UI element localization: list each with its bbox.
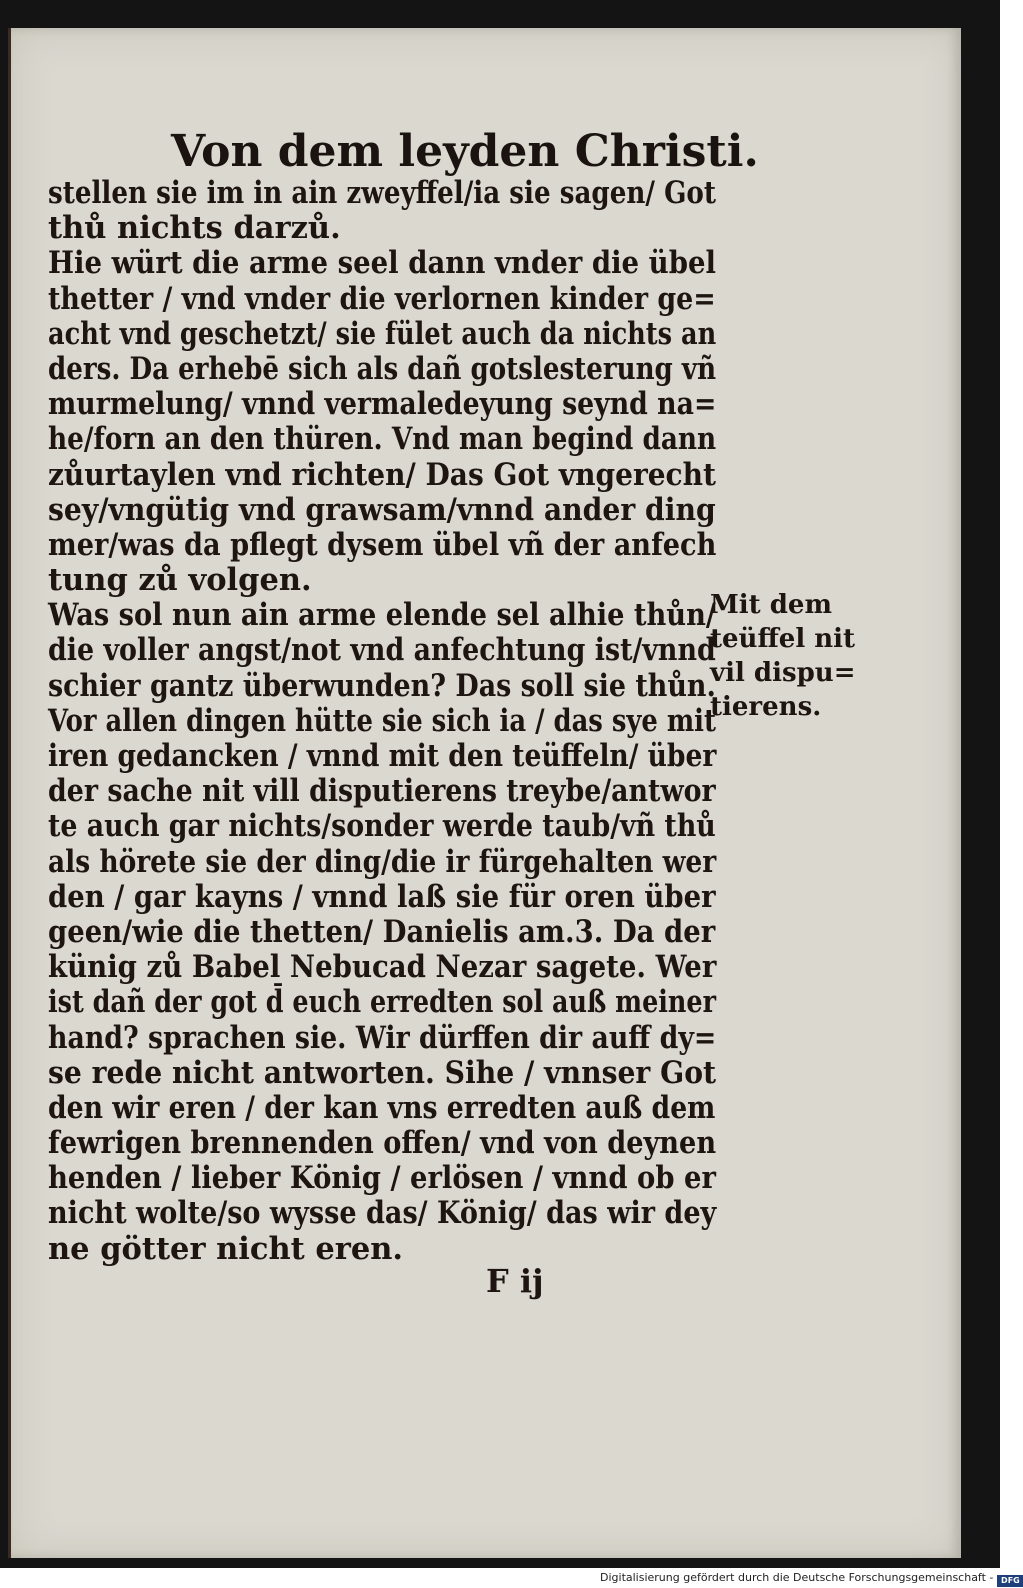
text-line: den wir eren / der kan vns erredten auß dem bbox=[48, 1089, 716, 1126]
text-line: sey/vngütig vnd grawsam/vnnd ander ding bbox=[48, 491, 716, 528]
margin-note bbox=[710, 588, 860, 724]
text-line: ders. Da erhebē sich als dañ gotslesterung vñ bbox=[48, 350, 717, 387]
text-line: tung zů volgen. bbox=[48, 562, 312, 599]
signature-mark: F ij bbox=[486, 1262, 544, 1300]
text-line: geen/wie die thetten/ Danielis am.3. Da der bbox=[48, 913, 716, 950]
text-line: se rede nicht antworten. Sihe / vnnser Got bbox=[48, 1054, 717, 1091]
text-line: als hörete sie der ding/die ir fürgehalten wer bbox=[48, 843, 717, 880]
text-line: künig zů Babel Nebucad Nezar sagete. Wer bbox=[48, 949, 717, 986]
text-line: ne götter nicht eren. bbox=[48, 1230, 404, 1267]
text-line: murmelung/ vnnd vermaledeyung seynd na= bbox=[48, 386, 717, 423]
text-line: ist dañ der got d̄ euch erredten sol auß meiner bbox=[48, 984, 716, 1021]
margin-note-line: vil dispu= bbox=[710, 658, 856, 688]
margin-note-line: tierens. bbox=[710, 692, 822, 722]
text-line: mer/was da pflegt dysem übel vñ der anfech bbox=[48, 526, 717, 563]
text-line: Was sol nun ain arme elende sel alhie thůn/ bbox=[48, 597, 716, 634]
text-line: fewrigen brennenden offen/ vnd von deynen bbox=[48, 1125, 717, 1162]
text-line: hand? sprachen sie. Wir dürffen dir auff dy= bbox=[48, 1019, 717, 1056]
footer-credit bbox=[600, 1571, 1020, 1586]
text-line: thetter / vnd vnder die verlornen kinder ge= bbox=[48, 280, 716, 317]
text-line: he/forn an den thüren. Vnd man begind dann bbox=[48, 421, 717, 458]
text-line: thů nichts darzů. bbox=[48, 210, 341, 247]
text-line: henden / lieber König / erlösen / vnnd ob er bbox=[48, 1160, 716, 1197]
text-line: acht vnd geschetzt/ sie fület auch da nichts an bbox=[48, 315, 717, 352]
text-line: nicht wolte/so wysse das/ König/ das wir dey bbox=[48, 1195, 717, 1232]
dfg-logo-icon: DFG bbox=[997, 1575, 1023, 1587]
text-line: te auch gar nichts/sonder werde taub/vñ thů bbox=[48, 808, 716, 845]
text-line: den / gar kayns / vnnd laß sie für oren über bbox=[48, 878, 716, 915]
text-line: die voller angst/not vnd anfechtung ist/vnnd bbox=[48, 632, 716, 669]
text-line: stellen sie im in ain zweyffel/ia sie sagen/ Got bbox=[48, 175, 716, 211]
margin-note-line: Mit dem bbox=[710, 590, 832, 620]
body-text bbox=[48, 176, 716, 1267]
text-line: iren gedancken / vnnd mit den teüffeln/ über bbox=[48, 738, 717, 774]
margin-note-line: teüffel nit bbox=[710, 624, 856, 654]
running-header: Von dem leyden Christi. bbox=[171, 126, 759, 177]
text-line: Hie würt die arme seel dann vnder die übel bbox=[48, 245, 716, 282]
text-line: schier gantz überwunden? Das soll sie thůn. bbox=[48, 667, 716, 704]
text-line: zůurtaylen vnd richten/ Das Got vngerecht bbox=[48, 456, 716, 493]
text-line: Vor allen dingen hütte sie sich ia / das sye mit bbox=[48, 702, 716, 739]
text-line: der sache nit vill disputierens treybe/antwor bbox=[48, 773, 716, 810]
footer-text: Digitalisierung gefördert durch die Deutsche Forschungsgemeinschaft - bbox=[600, 1571, 994, 1584]
